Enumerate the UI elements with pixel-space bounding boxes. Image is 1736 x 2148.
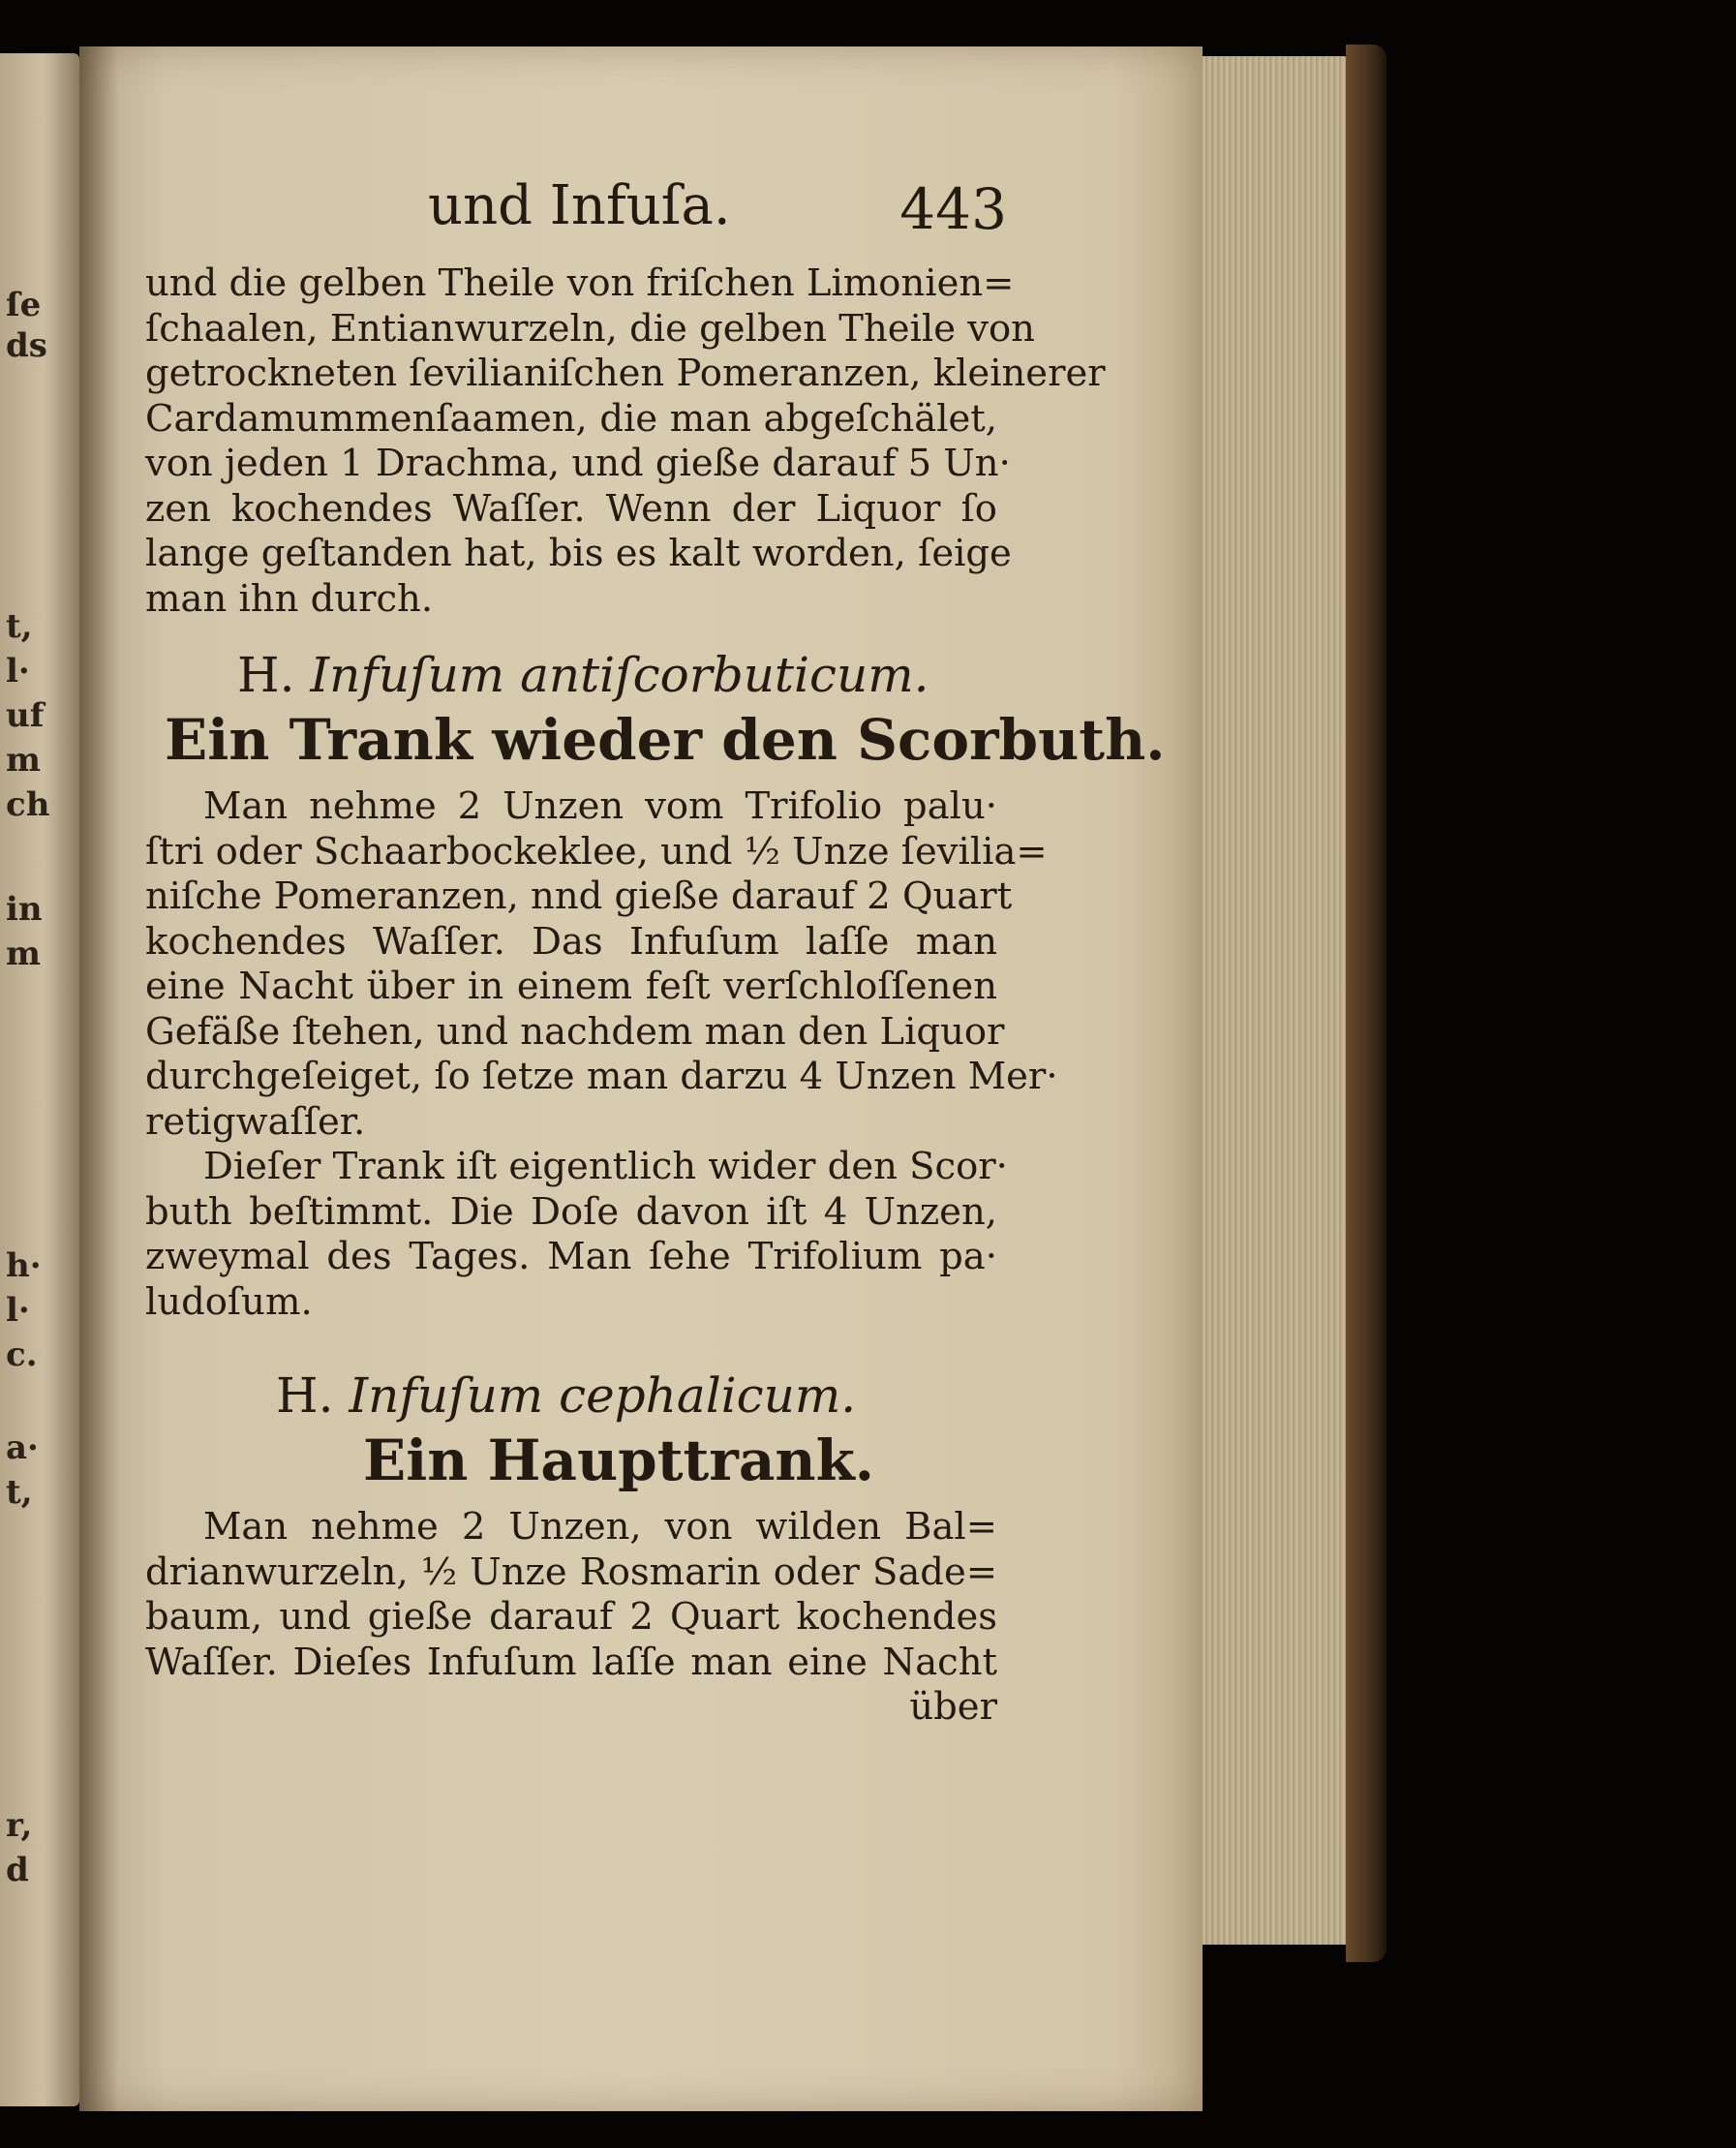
continuation-paragraph [145,261,1106,622]
fragment: l· [6,1291,30,1330]
fragment: ch [6,785,50,824]
text-line: getrockneten ſevilianiſchen Pomeranzen, kleinerer [145,352,1106,395]
page-number: 443 [899,176,1007,242]
fragment: t, [6,1473,33,1512]
text-line: Waſſer. Dieſes Infuſum laſſe man eine Nacht [145,1640,997,1684]
text-line: baum, und gieße darauf 2 Quart kochendes [145,1595,997,1639]
page-body [145,261,1166,1731]
fragment: ds [6,326,47,365]
book-cover-edge [1346,45,1386,1962]
text-line: zen kochendes Waſſer. Wenn der Liquor ſo [145,486,997,531]
page-header [407,174,1007,252]
paragraph [145,1145,1008,1325]
text-line: buth beſtimmt. Die Doſe davon iſt 4 Unzen, [145,1189,997,1234]
text-line: drianwurzeln, ½ Unze Rosmarin oder Sade= [145,1550,997,1594]
fragment: ſe [6,286,42,324]
text-line: man ihn durch. [145,576,434,621]
fragment: c. [6,1335,38,1374]
fragment: in [6,890,43,929]
text-line: von jeden 1 Drachma, und gieße darauf 5 Un· [145,442,1011,485]
text-line: ludoſum. [145,1279,313,1324]
text-line: niſche Pomeranzen, nnd gieße darauf 2 Quart [145,875,1013,918]
text-line: durchgeſeiget, ſo ſetze man darzu 4 Unzen Mer· [145,1055,1058,1098]
text-line: Dieſer Trank iſt eigentlich wider den Scor· [203,1145,1008,1188]
latin-title: Infuſum antiſcorbuticum. [310,647,929,703]
catchword: über [909,1685,997,1729]
text-line: Man nehme 2 Unzen, von wilden Bal= [203,1505,997,1549]
page-gutter-shadow [79,46,118,2111]
paragraph [145,784,1058,1145]
previous-page-edge [0,53,79,2106]
text-line: retigwaſſer. [145,1099,366,1144]
section-heading-latin [145,643,997,707]
section-heading-german: Ein Trank wieder den Scorbuth. [165,707,1166,773]
fragment: t, [6,607,33,646]
paragraph [145,1505,997,1731]
running-title: und Infuſa. [428,174,731,237]
page-block-edge [1191,56,1354,1945]
fragment: m [6,741,41,780]
text-line: ſtri oder Schaarbockeklee, und ½ Unze ſevilia= [145,829,1048,874]
fragment: r, [6,1806,33,1845]
section-number: H. [276,1367,334,1424]
section-heading-latin [145,1364,997,1427]
text-line: und die gelben Theile von friſchen Limonien= [145,261,1015,305]
fragment: a· [6,1428,39,1467]
text-line: Man nehme 2 Unzen vom Trifolio palu· [203,784,997,828]
section-number: H. [237,647,295,703]
fragment: h· [6,1246,42,1285]
fragment: m [6,935,41,973]
text-line: Gefäße ſtehen, und nachdem man den Liquor [145,1009,1005,1054]
latin-title: Infuſum cephalicum. [349,1367,857,1424]
text-line: ſchaalen, Entianwurzeln, die gelben Theile von [145,306,1035,351]
text-line: eine Nacht über in einem feſt verſchloſſenen [145,965,997,1008]
fragment: l· [6,652,30,690]
fragment: uf [6,696,45,735]
text-line: zweymal des Tages. Man ſehe Trifolium pa· [145,1235,997,1278]
fragment: d [6,1851,29,1889]
text-line: kochendes Waſſer. Das Infuſum laſſe man [145,919,997,964]
text-line: lange geſtanden hat, bis es kalt worden, ſeige [145,532,1012,575]
section-heading-german: Ein Haupttrank. [363,1427,874,1493]
previous-page-text-fragments [0,53,79,2106]
text-line: Cardamummenſaamen, die man abgeſchälet, [145,396,997,441]
